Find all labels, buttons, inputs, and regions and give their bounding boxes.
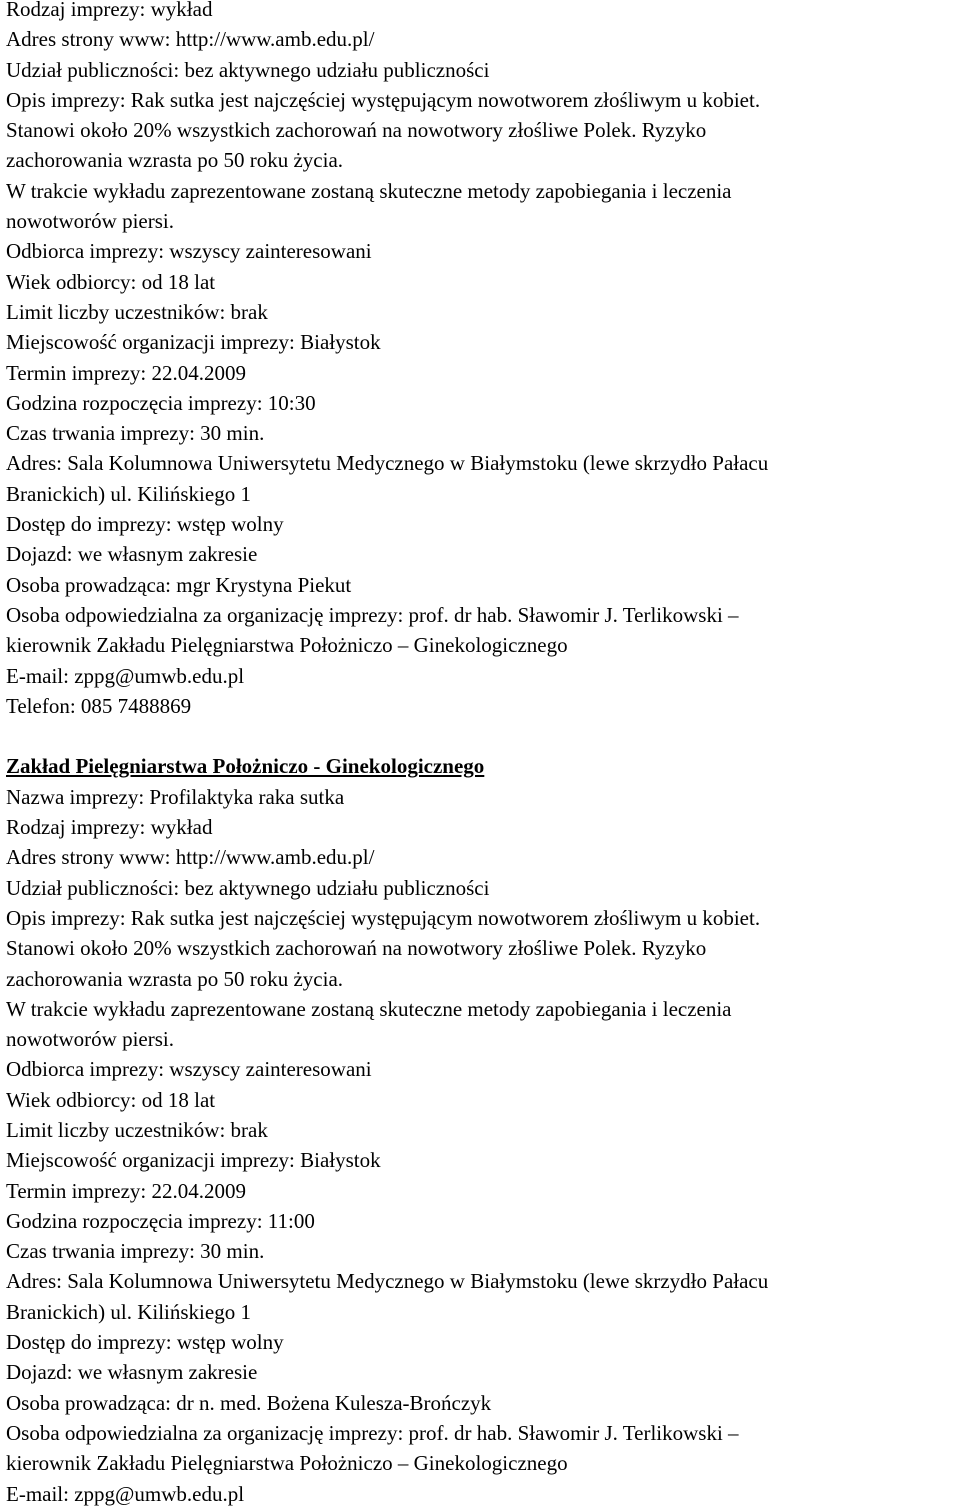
audience-line: Odbiorca imprezy: wszyscy zainteresowani <box>6 1057 372 1082</box>
audience-line: Odbiorca imprezy: wszyscy zainteresowani <box>6 239 372 264</box>
email-line: E-mail: zppg@umwb.edu.pl <box>6 1481 245 1506</box>
start-time-line: Godzina rozpoczęcia imprezy: 11:00 <box>6 1208 315 1233</box>
event-type-line: Rodzaj imprezy: wykład <box>6 815 213 840</box>
date-line: Termin imprezy: 22.04.2009 <box>6 1178 246 1203</box>
access-line: Dostęp do imprezy: wstęp wolny <box>6 512 284 537</box>
audience-participation-line: Udział publiczności: bez aktywnego udziału publiczności <box>6 875 490 900</box>
description-line: nowotworów piersi. <box>6 1027 174 1052</box>
address-line: Adres: Sala Kolumnowa Uniwersytetu Medycznego w Białymstoku (lewe skrzydło Pałacu <box>6 1269 769 1294</box>
phone-line: Telefon: 085 7488869 <box>6 693 192 718</box>
event-section-2 <box>6 751 960 1508</box>
access-line: Dostęp do imprezy: wstęp wolny <box>6 1330 284 1355</box>
participant-limit-line: Limit liczby uczestników: brak <box>6 1117 268 1142</box>
description-line: Stanowi około 20% wszystkich zachorowań na nowotwory złośliwe Polek. Ryzyko <box>6 936 707 961</box>
section-heading: Zakład Pielęgniarstwa Położniczo - Ginekologicznego <box>6 754 485 779</box>
address-line: Branickich) ul. Kilińskiego 1 <box>6 1299 251 1324</box>
transport-line: Dojazd: we własnym zakresie <box>6 1360 258 1385</box>
event-type-line: Rodzaj imprezy: wykład <box>6 0 213 21</box>
duration-line: Czas trwania imprezy: 30 min. <box>6 1239 265 1264</box>
duration-line: Czas trwania imprezy: 30 min. <box>6 421 265 446</box>
transport-line: Dojazd: we własnym zakresie <box>6 542 258 567</box>
presenter-line: Osoba prowadząca: dr n. med. Bożena Kulesza-Brończyk <box>6 1390 492 1415</box>
participant-limit-line: Limit liczby uczestników: brak <box>6 299 268 324</box>
organizer-line: kierownik Zakładu Pielęgniarstwa Położniczo – Ginekologicznego <box>6 1451 568 1476</box>
description-line: Opis imprezy: Rak sutka jest najczęściej występującym nowotworem złośliwym u kobiet. <box>6 905 761 930</box>
section-spacer <box>6 721 960 751</box>
description-line: zachorowania wzrasta po 50 roku życia. <box>6 148 344 173</box>
audience-participation-line: Udział publiczności: bez aktywnego udziału publiczności <box>6 57 490 82</box>
website-line: Adres strony www: http://www.amb.edu.pl/ <box>6 27 375 52</box>
address-line: Adres: Sala Kolumnowa Uniwersytetu Medycznego w Białymstoku (lewe skrzydło Pałacu <box>6 451 769 476</box>
presenter-line: Osoba prowadząca: mgr Krystyna Piekut <box>6 572 352 597</box>
address-line: Branickich) ul. Kilińskiego 1 <box>6 481 251 506</box>
document-page <box>6 0 960 1509</box>
description-line: nowotworów piersi. <box>6 209 174 234</box>
location-line: Miejscowość organizacji imprezy: Białystok <box>6 1148 381 1173</box>
description-line: Stanowi około 20% wszystkich zachorowań na nowotwory złośliwe Polek. Ryzyko <box>6 118 707 143</box>
organizer-line: kierownik Zakładu Pielęgniarstwa Położniczo – Ginekologicznego <box>6 633 568 658</box>
age-line: Wiek odbiorcy: od 18 lat <box>6 269 216 294</box>
location-line: Miejscowość organizacji imprezy: Białystok <box>6 330 381 355</box>
description-line: W trakcie wykładu zaprezentowane zostaną skuteczne metody zapobiegania i leczenia <box>6 178 732 203</box>
description-line: W trakcie wykładu zaprezentowane zostaną skuteczne metody zapobiegania i leczenia <box>6 996 732 1021</box>
start-time-line: Godzina rozpoczęcia imprezy: 10:30 <box>6 390 316 415</box>
email-line: E-mail: zppg@umwb.edu.pl <box>6 663 245 688</box>
age-line: Wiek odbiorcy: od 18 lat <box>6 1087 216 1112</box>
date-line: Termin imprezy: 22.04.2009 <box>6 360 246 385</box>
description-line: Opis imprezy: Rak sutka jest najczęściej występującym nowotworem złośliwym u kobiet. <box>6 87 761 112</box>
event-name-line: Nazwa imprezy: Profilaktyka raka sutka <box>6 784 345 809</box>
description-line: zachorowania wzrasta po 50 roku życia. <box>6 966 344 991</box>
organizer-line: Osoba odpowiedzialna za organizację imprezy: prof. dr hab. Sławomir J. Terlikowski – <box>6 1420 739 1445</box>
event-section-1 <box>6 0 960 721</box>
website-line: Adres strony www: http://www.amb.edu.pl/ <box>6 845 375 870</box>
organizer-line: Osoba odpowiedzialna za organizację imprezy: prof. dr hab. Sławomir J. Terlikowski – <box>6 602 739 627</box>
